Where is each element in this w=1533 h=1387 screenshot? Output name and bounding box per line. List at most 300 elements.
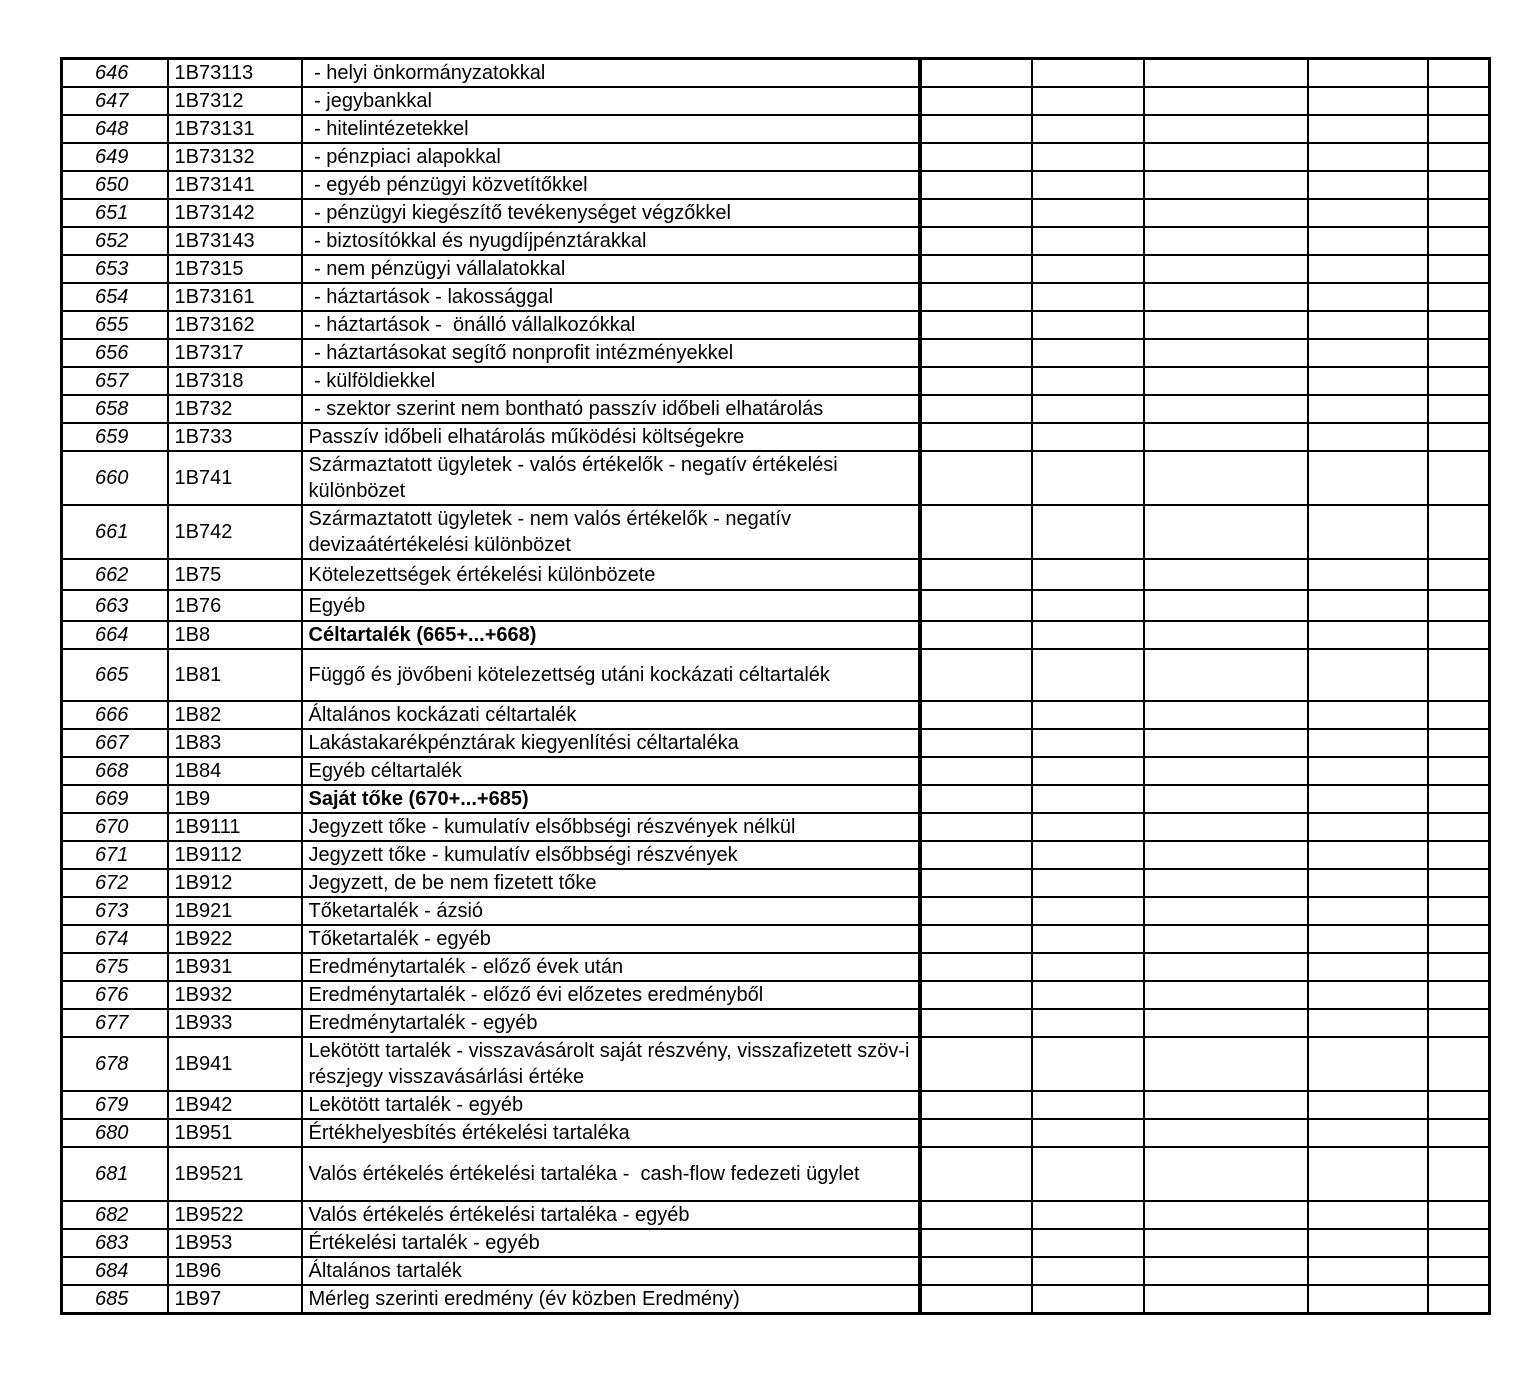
table-row <box>62 649 1490 701</box>
value-cell[interactable] <box>920 505 1032 559</box>
value-cell[interactable] <box>1144 423 1308 451</box>
value-cell[interactable] <box>1144 199 1308 227</box>
table-row <box>62 171 1490 199</box>
value-cell[interactable] <box>1308 311 1428 339</box>
value-cell[interactable] <box>920 897 1032 925</box>
account-code-cell: 1B73132 <box>168 143 302 171</box>
table-row <box>62 311 1490 339</box>
value-cell[interactable] <box>1032 227 1144 255</box>
value-cell[interactable] <box>1144 339 1308 367</box>
value-cell[interactable] <box>920 1257 1032 1285</box>
account-code-cell: 1B81 <box>168 649 302 701</box>
account-code-cell: 1B8 <box>168 621 302 649</box>
row-number-cell: 646 <box>62 59 168 88</box>
value-cell[interactable] <box>920 87 1032 115</box>
account-code-cell: 1B7317 <box>168 339 302 367</box>
value-cell[interactable] <box>1032 757 1144 785</box>
value-cell[interactable] <box>1308 729 1428 757</box>
value-cell[interactable] <box>1308 505 1428 559</box>
value-cell[interactable] <box>1308 1257 1428 1285</box>
value-cell[interactable] <box>1032 813 1144 841</box>
value-cell[interactable] <box>1308 367 1428 395</box>
value-cell[interactable] <box>920 283 1032 311</box>
value-cell[interactable] <box>1032 590 1144 621</box>
value-cell[interactable] <box>920 785 1032 813</box>
value-cell[interactable] <box>1308 87 1428 115</box>
row-number-cell: 674 <box>62 925 168 953</box>
value-cell[interactable] <box>1428 981 1490 1009</box>
value-cell[interactable] <box>1308 395 1428 423</box>
value-cell[interactable] <box>920 1037 1032 1091</box>
account-code-cell: 1B741 <box>168 451 302 505</box>
value-cell[interactable] <box>1032 1119 1144 1147</box>
value-cell[interactable] <box>1428 559 1490 590</box>
value-cell[interactable] <box>1428 395 1490 423</box>
value-cell[interactable] <box>1428 1009 1490 1037</box>
value-cell[interactable] <box>920 559 1032 590</box>
value-cell[interactable] <box>1308 785 1428 813</box>
value-cell[interactable] <box>1032 143 1144 171</box>
value-cell[interactable] <box>1308 841 1428 869</box>
value-cell[interactable] <box>1032 115 1144 143</box>
value-cell[interactable] <box>920 869 1032 897</box>
table-row <box>62 925 1490 953</box>
value-cell[interactable] <box>920 925 1032 953</box>
value-cell[interactable] <box>1428 451 1490 505</box>
value-cell[interactable] <box>920 339 1032 367</box>
value-cell[interactable] <box>1032 283 1144 311</box>
value-cell[interactable] <box>1308 339 1428 367</box>
value-cell[interactable] <box>1144 729 1308 757</box>
row-number-cell: 679 <box>62 1091 168 1119</box>
value-cell[interactable] <box>1144 785 1308 813</box>
value-cell[interactable] <box>920 1201 1032 1229</box>
value-cell[interactable] <box>920 813 1032 841</box>
value-cell[interactable] <box>1144 701 1308 729</box>
value-cell[interactable] <box>1428 311 1490 339</box>
description-cell: Jegyzett tőke - kumulatív elsőbbségi részvények <box>302 841 920 869</box>
row-number-cell: 671 <box>62 841 168 869</box>
value-cell[interactable] <box>1032 423 1144 451</box>
value-cell[interactable] <box>1144 451 1308 505</box>
value-cell[interactable] <box>1032 1091 1144 1119</box>
value-cell[interactable] <box>920 953 1032 981</box>
table-row <box>62 367 1490 395</box>
value-cell[interactable] <box>1428 1201 1490 1229</box>
value-cell[interactable] <box>1144 171 1308 199</box>
value-cell[interactable] <box>920 621 1032 649</box>
value-cell[interactable] <box>920 311 1032 339</box>
description-cell: - egyéb pénzügyi közvetítőkkel <box>302 171 920 199</box>
value-cell[interactable] <box>1428 59 1490 88</box>
description-cell: Függő és jövőbeni kötelezettség utáni kockázati céltartalék <box>302 649 920 701</box>
value-cell[interactable] <box>1144 1091 1308 1119</box>
table-row <box>62 143 1490 171</box>
account-code-cell: 1B742 <box>168 505 302 559</box>
value-cell[interactable] <box>1032 649 1144 701</box>
description-cell: - háztartások - lakossággal <box>302 283 920 311</box>
row-number-cell: 668 <box>62 757 168 785</box>
value-cell[interactable] <box>1428 115 1490 143</box>
value-cell[interactable] <box>1428 143 1490 171</box>
value-cell[interactable] <box>1144 227 1308 255</box>
row-number-cell: 665 <box>62 649 168 701</box>
account-code-cell: 1B83 <box>168 729 302 757</box>
value-cell[interactable] <box>1428 785 1490 813</box>
value-cell[interactable] <box>1428 621 1490 649</box>
value-cell[interactable] <box>1308 1119 1428 1147</box>
value-cell[interactable] <box>1428 953 1490 981</box>
value-cell[interactable] <box>1144 869 1308 897</box>
table-row <box>62 227 1490 255</box>
value-cell[interactable] <box>1308 559 1428 590</box>
value-cell[interactable] <box>1428 1285 1490 1314</box>
value-cell[interactable] <box>1032 199 1144 227</box>
row-number-cell: 661 <box>62 505 168 559</box>
value-cell[interactable] <box>1308 981 1428 1009</box>
value-cell[interactable] <box>1144 87 1308 115</box>
value-cell[interactable] <box>1308 649 1428 701</box>
value-cell[interactable] <box>1032 785 1144 813</box>
value-cell[interactable] <box>1144 1229 1308 1257</box>
value-cell[interactable] <box>1144 59 1308 88</box>
row-number-cell: 675 <box>62 953 168 981</box>
description-cell: - háztartások - önálló vállalkozókkal <box>302 311 920 339</box>
value-cell[interactable] <box>1144 621 1308 649</box>
row-number-cell: 685 <box>62 1285 168 1314</box>
value-cell[interactable] <box>1032 729 1144 757</box>
description-cell: Valós értékelés értékelési tartaléka - egyéb <box>302 1201 920 1229</box>
value-cell[interactable] <box>1144 367 1308 395</box>
value-cell[interactable] <box>1032 869 1144 897</box>
value-cell[interactable] <box>1144 1285 1308 1314</box>
value-cell[interactable] <box>1308 869 1428 897</box>
value-cell[interactable] <box>1032 1285 1144 1314</box>
value-cell[interactable] <box>1428 283 1490 311</box>
value-cell[interactable] <box>1428 1147 1490 1201</box>
value-cell[interactable] <box>1144 1147 1308 1201</box>
table-row <box>62 1229 1490 1257</box>
value-cell[interactable] <box>1144 925 1308 953</box>
value-cell[interactable] <box>920 423 1032 451</box>
row-number-cell: 666 <box>62 701 168 729</box>
table-row <box>62 729 1490 757</box>
value-cell[interactable] <box>1308 813 1428 841</box>
table-row <box>62 199 1490 227</box>
value-cell[interactable] <box>1428 1091 1490 1119</box>
value-cell[interactable] <box>1144 1201 1308 1229</box>
value-cell[interactable] <box>1032 925 1144 953</box>
table-row <box>62 395 1490 423</box>
value-cell[interactable] <box>1308 115 1428 143</box>
value-cell[interactable] <box>920 143 1032 171</box>
row-number-cell: 684 <box>62 1257 168 1285</box>
value-cell[interactable] <box>1032 953 1144 981</box>
description-cell: Egyéb céltartalék <box>302 757 920 785</box>
value-cell[interactable] <box>1428 1119 1490 1147</box>
row-number-cell: 654 <box>62 283 168 311</box>
description-cell: - külföldiekkel <box>302 367 920 395</box>
row-number-cell: 672 <box>62 869 168 897</box>
value-cell[interactable] <box>920 649 1032 701</box>
account-code-cell: 1B732 <box>168 395 302 423</box>
value-cell[interactable] <box>1428 701 1490 729</box>
row-number-cell: 678 <box>62 1037 168 1091</box>
value-cell[interactable] <box>1032 505 1144 559</box>
table-row <box>62 953 1490 981</box>
value-cell[interactable] <box>920 1091 1032 1119</box>
value-cell[interactable] <box>1428 367 1490 395</box>
value-cell[interactable] <box>1428 171 1490 199</box>
value-cell[interactable] <box>920 1285 1032 1314</box>
table-row <box>62 451 1490 505</box>
value-cell[interactable] <box>1144 981 1308 1009</box>
table-row <box>62 59 1490 88</box>
value-cell[interactable] <box>920 701 1032 729</box>
description-cell: Értékelési tartalék - egyéb <box>302 1229 920 1257</box>
value-cell[interactable] <box>1308 925 1428 953</box>
row-number-cell: 664 <box>62 621 168 649</box>
value-cell[interactable] <box>1308 227 1428 255</box>
value-cell[interactable] <box>1144 1009 1308 1037</box>
value-cell[interactable] <box>1144 505 1308 559</box>
table-row <box>62 505 1490 559</box>
value-cell[interactable] <box>1428 897 1490 925</box>
value-cell[interactable] <box>1032 1229 1144 1257</box>
value-cell[interactable] <box>1308 451 1428 505</box>
table-row <box>62 559 1490 590</box>
value-cell[interactable] <box>1032 1201 1144 1229</box>
value-cell[interactable] <box>1428 87 1490 115</box>
value-cell[interactable] <box>920 590 1032 621</box>
description-cell: Lekötött tartalék - egyéb <box>302 1091 920 1119</box>
table-row <box>62 1147 1490 1201</box>
value-cell[interactable] <box>1144 1119 1308 1147</box>
value-cell[interactable] <box>920 395 1032 423</box>
value-cell[interactable] <box>1428 925 1490 953</box>
value-cell[interactable] <box>1428 199 1490 227</box>
description-cell: Eredménytartalék - előző évi előzetes eredményből <box>302 981 920 1009</box>
value-cell[interactable] <box>1144 143 1308 171</box>
table-row <box>62 701 1490 729</box>
value-cell[interactable] <box>1032 59 1144 88</box>
value-cell[interactable] <box>1308 590 1428 621</box>
balance-sheet-table <box>60 57 1491 1315</box>
value-cell[interactable] <box>920 199 1032 227</box>
row-number-cell: 681 <box>62 1147 168 1201</box>
account-code-cell: 1B73162 <box>168 311 302 339</box>
value-cell[interactable] <box>1308 757 1428 785</box>
account-code-cell: 1B9521 <box>168 1147 302 1201</box>
value-cell[interactable] <box>920 367 1032 395</box>
value-cell[interactable] <box>1428 590 1490 621</box>
description-cell: Általános tartalék <box>302 1257 920 1285</box>
value-cell[interactable] <box>1308 199 1428 227</box>
account-code-cell: 1B932 <box>168 981 302 1009</box>
value-cell[interactable] <box>920 1229 1032 1257</box>
value-cell[interactable] <box>1308 1091 1428 1119</box>
value-cell[interactable] <box>1428 813 1490 841</box>
value-cell[interactable] <box>920 115 1032 143</box>
value-cell[interactable] <box>1428 869 1490 897</box>
value-cell[interactable] <box>1428 649 1490 701</box>
account-code-cell: 1B942 <box>168 1091 302 1119</box>
table-row <box>62 1201 1490 1229</box>
description-cell: Eredménytartalék - előző évek után <box>302 953 920 981</box>
table-row <box>62 813 1490 841</box>
account-code-cell: 1B9112 <box>168 841 302 869</box>
row-number-cell: 651 <box>62 199 168 227</box>
table-row <box>62 423 1490 451</box>
value-cell[interactable] <box>1144 255 1308 283</box>
value-cell[interactable] <box>1032 87 1144 115</box>
value-cell[interactable] <box>1308 621 1428 649</box>
value-cell[interactable] <box>1144 649 1308 701</box>
row-number-cell: 649 <box>62 143 168 171</box>
value-cell[interactable] <box>1308 59 1428 88</box>
row-number-cell: 676 <box>62 981 168 1009</box>
description-cell: Eredménytartalék - egyéb <box>302 1009 920 1037</box>
description-cell: - jegybankkal <box>302 87 920 115</box>
value-cell[interactable] <box>1032 621 1144 649</box>
value-cell[interactable] <box>1144 283 1308 311</box>
value-cell[interactable] <box>1308 1147 1428 1201</box>
value-cell[interactable] <box>1144 559 1308 590</box>
value-cell[interactable] <box>1308 1229 1428 1257</box>
value-cell[interactable] <box>1308 171 1428 199</box>
value-cell[interactable] <box>1032 311 1144 339</box>
value-cell[interactable] <box>920 981 1032 1009</box>
value-cell[interactable] <box>1032 1037 1144 1091</box>
account-code-cell: 1B76 <box>168 590 302 621</box>
table-row <box>62 1257 1490 1285</box>
value-cell[interactable] <box>1144 813 1308 841</box>
value-cell[interactable] <box>1032 701 1144 729</box>
row-number-cell: 660 <box>62 451 168 505</box>
row-number-cell: 669 <box>62 785 168 813</box>
account-code-cell: 1B73142 <box>168 199 302 227</box>
value-cell[interactable] <box>1144 953 1308 981</box>
table-row <box>62 757 1490 785</box>
value-cell[interactable] <box>920 451 1032 505</box>
value-cell[interactable] <box>1032 1009 1144 1037</box>
value-cell[interactable] <box>1308 897 1428 925</box>
value-cell[interactable] <box>1144 1257 1308 1285</box>
value-cell[interactable] <box>1308 1285 1428 1314</box>
value-cell[interactable] <box>1428 423 1490 451</box>
description-cell: - helyi önkormányzatokkal <box>302 59 920 88</box>
account-code-cell: 1B73113 <box>168 59 302 88</box>
value-cell[interactable] <box>1144 590 1308 621</box>
value-cell[interactable] <box>1308 953 1428 981</box>
table-row <box>62 1119 1490 1147</box>
value-cell[interactable] <box>1428 339 1490 367</box>
value-cell[interactable] <box>1032 1147 1144 1201</box>
value-cell[interactable] <box>1032 255 1144 283</box>
value-cell[interactable] <box>920 729 1032 757</box>
table-row <box>62 621 1490 649</box>
row-number-cell: 659 <box>62 423 168 451</box>
value-cell[interactable] <box>1428 1257 1490 1285</box>
table-row <box>62 115 1490 143</box>
description-cell: Származtatott ügyletek - valós értékelők - negatív értékelési különbözet <box>302 451 920 505</box>
value-cell[interactable] <box>1308 1037 1428 1091</box>
row-number-cell: 658 <box>62 395 168 423</box>
row-number-cell: 656 <box>62 339 168 367</box>
value-cell[interactable] <box>1032 171 1144 199</box>
description-cell: - szektor szerint nem bontható passzív időbeli elhatárolás <box>302 395 920 423</box>
value-cell[interactable] <box>1308 701 1428 729</box>
value-cell[interactable] <box>1032 559 1144 590</box>
value-cell[interactable] <box>1308 1201 1428 1229</box>
value-cell[interactable] <box>1428 227 1490 255</box>
value-cell[interactable] <box>920 841 1032 869</box>
value-cell[interactable] <box>920 59 1032 88</box>
value-cell[interactable] <box>920 227 1032 255</box>
value-cell[interactable] <box>1144 897 1308 925</box>
row-number-cell: 667 <box>62 729 168 757</box>
value-cell[interactable] <box>920 1119 1032 1147</box>
value-cell[interactable] <box>1428 841 1490 869</box>
value-cell[interactable] <box>1032 339 1144 367</box>
table-row <box>62 841 1490 869</box>
value-cell[interactable] <box>920 171 1032 199</box>
value-cell[interactable] <box>1032 395 1144 423</box>
value-cell[interactable] <box>1308 143 1428 171</box>
value-cell[interactable] <box>1428 505 1490 559</box>
value-cell[interactable] <box>1144 1037 1308 1091</box>
description-cell: Tőketartalék - egyéb <box>302 925 920 953</box>
value-cell[interactable] <box>1428 1229 1490 1257</box>
value-cell[interactable] <box>1032 841 1144 869</box>
value-cell[interactable] <box>1144 311 1308 339</box>
account-code-cell: 1B97 <box>168 1285 302 1314</box>
value-cell[interactable] <box>1428 255 1490 283</box>
value-cell[interactable] <box>1428 1037 1490 1091</box>
value-cell[interactable] <box>1032 367 1144 395</box>
value-cell[interactable] <box>1428 757 1490 785</box>
value-cell[interactable] <box>1308 255 1428 283</box>
value-cell[interactable] <box>1032 897 1144 925</box>
value-cell[interactable] <box>920 1147 1032 1201</box>
value-cell[interactable] <box>1032 1257 1144 1285</box>
value-cell[interactable] <box>1144 757 1308 785</box>
description-cell: - biztosítókkal és nyugdíjpénztárakkal <box>302 227 920 255</box>
value-cell[interactable] <box>1032 981 1144 1009</box>
value-cell[interactable] <box>1308 283 1428 311</box>
description-cell: - háztartásokat segítő nonprofit intézményekkel <box>302 339 920 367</box>
account-code-cell: 1B73131 <box>168 115 302 143</box>
value-cell[interactable] <box>920 757 1032 785</box>
account-code-cell: 1B75 <box>168 559 302 590</box>
description-cell: Általános kockázati céltartalék <box>302 701 920 729</box>
description-cell: Értékhelyesbítés értékelési tartaléka <box>302 1119 920 1147</box>
account-code-cell: 1B73143 <box>168 227 302 255</box>
value-cell[interactable] <box>920 255 1032 283</box>
value-cell[interactable] <box>1144 115 1308 143</box>
account-code-cell: 1B73161 <box>168 283 302 311</box>
account-code-cell: 1B9522 <box>168 1201 302 1229</box>
value-cell[interactable] <box>1032 451 1144 505</box>
description-cell: - nem pénzügyi vállalatokkal <box>302 255 920 283</box>
value-cell[interactable] <box>1308 423 1428 451</box>
value-cell[interactable] <box>1144 395 1308 423</box>
value-cell[interactable] <box>1428 729 1490 757</box>
value-cell[interactable] <box>1308 1009 1428 1037</box>
value-cell[interactable] <box>920 1009 1032 1037</box>
table-row <box>62 981 1490 1009</box>
value-cell[interactable] <box>1144 841 1308 869</box>
